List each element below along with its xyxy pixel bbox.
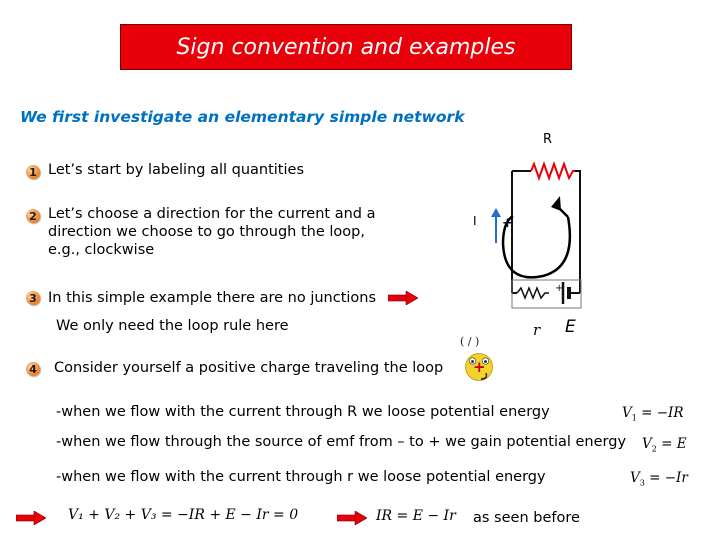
equation-v2-rhs: = E bbox=[661, 436, 687, 452]
current-label: I bbox=[473, 214, 477, 228]
subtitle: We first investigate an elementary simple network bbox=[20, 108, 465, 126]
equation-v3 bbox=[630, 470, 688, 488]
equation-v2-lhs: V bbox=[642, 436, 652, 452]
equation-v2-sub: 2 bbox=[651, 444, 657, 454]
step-2-text bbox=[48, 205, 375, 259]
equation-v1-lhs: V bbox=[622, 405, 632, 421]
bullet-3: -when we flow with the current through r we loose potential energy bbox=[56, 469, 546, 485]
current-arrowhead-icon bbox=[491, 208, 501, 217]
title-banner bbox=[120, 24, 572, 70]
resistor-label: R bbox=[543, 132, 553, 147]
emf-label: E bbox=[565, 317, 576, 337]
step-4-text: Consider yourself a positive charge traveling the loop bbox=[54, 360, 444, 376]
step-badge-3: 3 bbox=[26, 291, 40, 305]
step-badge-2: 2 bbox=[26, 209, 40, 223]
charge-plus-sign: + bbox=[502, 216, 513, 231]
circuit-diagram bbox=[465, 132, 595, 342]
step-badge-4: 4 bbox=[26, 362, 40, 376]
resistor-r-icon bbox=[531, 164, 575, 178]
battery-plus-mark: + bbox=[555, 283, 564, 294]
step-2-line-2: direction we choose to go through the loop, bbox=[48, 224, 365, 240]
internal-resistor-icon bbox=[517, 288, 549, 298]
step-1-text: Let’s start by labeling all quantities bbox=[48, 162, 305, 178]
result-note: as seen before bbox=[473, 510, 580, 526]
step-badge-1: 1 bbox=[26, 165, 40, 179]
equation-v1 bbox=[622, 405, 684, 423]
equation-v3-lhs: V bbox=[630, 470, 640, 486]
equation-v3-rhs: = −Ir bbox=[649, 470, 688, 486]
step-2-line-1: Let’s choose a direction for the current and a bbox=[48, 206, 376, 222]
smiley-plus-sign: + bbox=[473, 358, 486, 376]
loop-rule-note: We only need the loop rule here bbox=[56, 318, 289, 334]
equation-v1-sub: 1 bbox=[631, 413, 637, 423]
smiley-hair: ( / ) bbox=[460, 335, 480, 348]
loop-direction-arc bbox=[503, 216, 570, 277]
circuit-svg bbox=[465, 132, 595, 342]
step-3-red-arrow-icon bbox=[388, 291, 418, 305]
result-red-arrow-icon bbox=[337, 511, 367, 525]
step-3-text: In this simple example there are no junctions bbox=[48, 290, 377, 306]
equation-v2 bbox=[642, 436, 687, 454]
equation-sum: V₁ + V₂ + V₃ = −IR + E − Ir = 0 bbox=[68, 507, 299, 523]
bullet-2: -when we flow through the source of emf from – to + we gain potential energy bbox=[56, 434, 627, 450]
step-2-line-3: e.g., clockwise bbox=[48, 242, 155, 258]
right-wire bbox=[575, 171, 580, 293]
page-title: Sign convention and examples bbox=[176, 34, 516, 60]
equation-v1-rhs: = −IR bbox=[641, 405, 684, 421]
bullet-1: -when we flow with the current through R we loose potential energy bbox=[56, 404, 550, 420]
loop-arrowhead-icon bbox=[551, 196, 561, 211]
equation-result: IR = E − Ir bbox=[376, 508, 456, 524]
smiley-charge-icon bbox=[464, 352, 494, 382]
equation-v3-sub: 3 bbox=[639, 478, 645, 488]
internal-resistance-label: r bbox=[533, 321, 541, 339]
sum-red-arrow-icon bbox=[16, 511, 46, 525]
